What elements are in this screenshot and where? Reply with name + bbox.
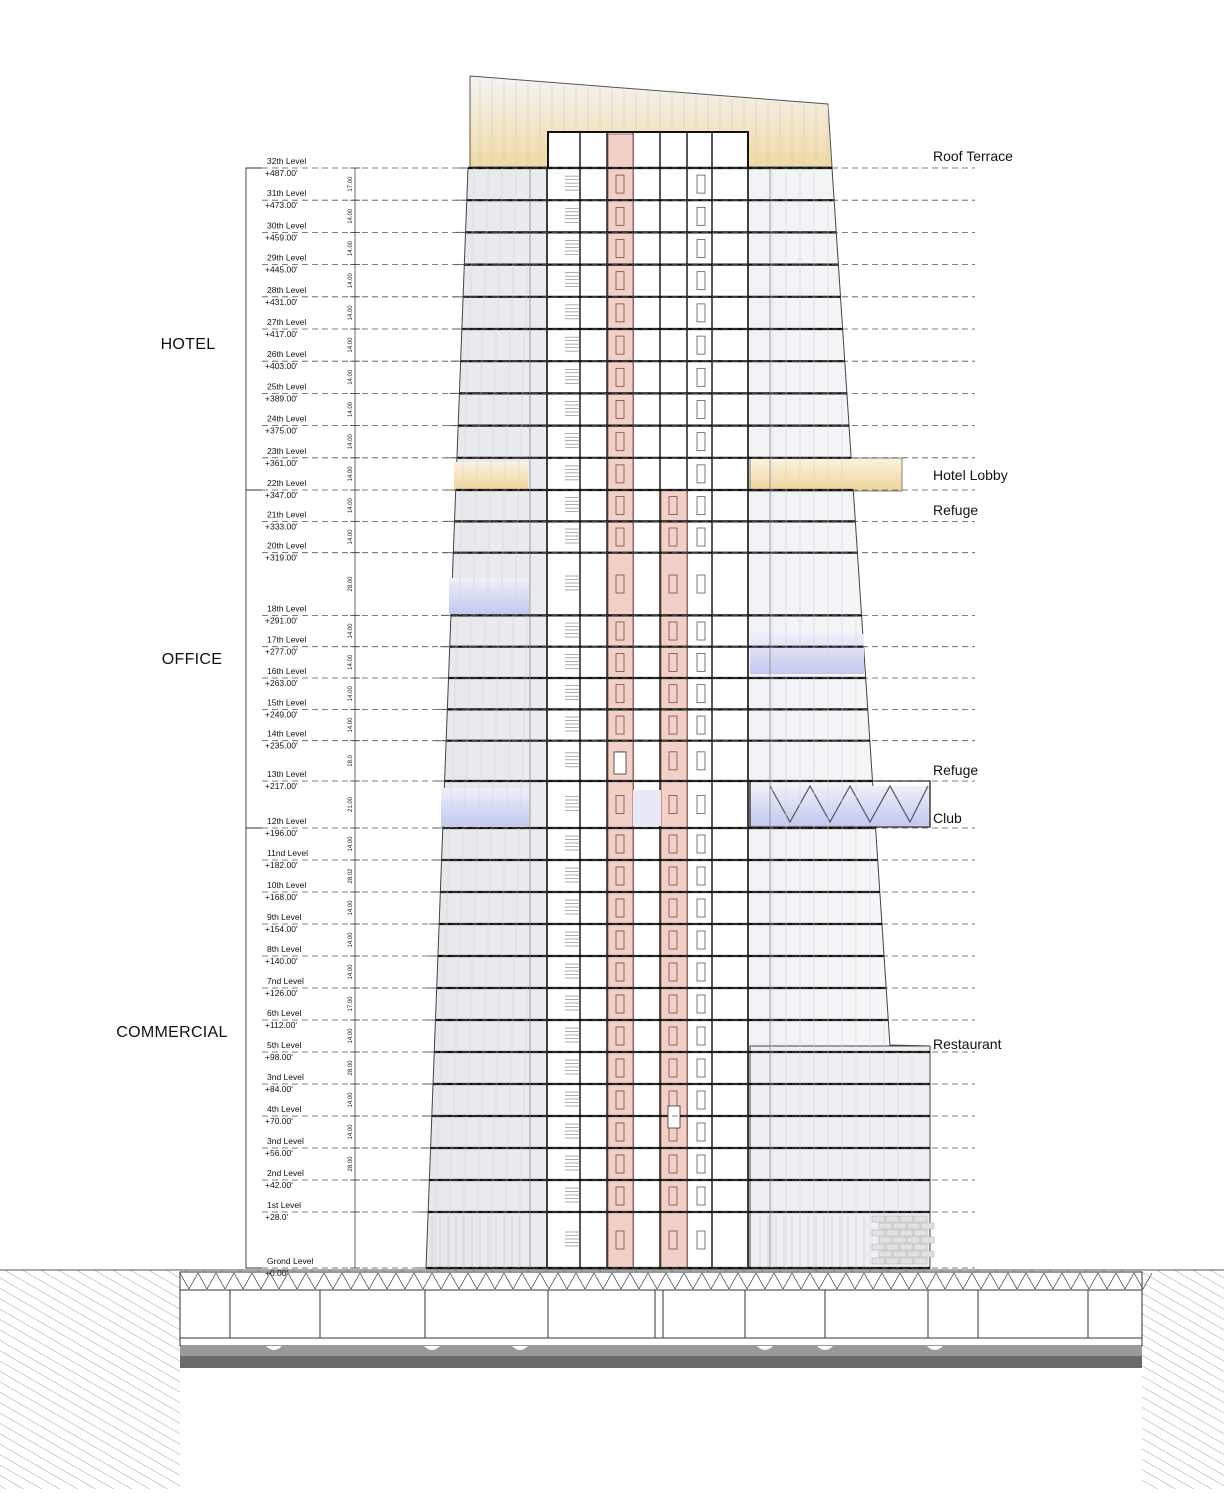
level-elevation: +277.00' — [265, 646, 298, 657]
level-elevation: +70.00' — [265, 1116, 293, 1126]
level-elevation: +459.00' — [265, 232, 298, 243]
level-name: 30th Level — [267, 220, 307, 231]
floor-height-label: 14.00 — [348, 932, 354, 948]
office-tint-1 — [449, 578, 529, 614]
level-name: 9th Level — [267, 912, 302, 922]
floor-height-label: 14.00 — [348, 208, 354, 224]
level-name: 26th Level — [267, 349, 307, 360]
level-elevation: +112.00' — [265, 1020, 297, 1030]
level-name: 2nd Level — [267, 1168, 304, 1178]
floor-height-label: 14.00 — [348, 836, 354, 852]
level-elevation: +98.00' — [265, 1052, 293, 1062]
floor-height-label: 14.00 — [348, 717, 354, 733]
floor-height-label: 17.00 — [348, 996, 354, 1012]
level-elevation: +347.00' — [265, 490, 298, 500]
level-name: 1st Level — [267, 1200, 302, 1210]
level-labels — [265, 156, 313, 1278]
callout-label: Refuge — [933, 502, 979, 518]
floor-height-label: 28.00 — [348, 576, 354, 592]
level-elevation: +375.00' — [265, 425, 298, 436]
level-elevation: +249.00' — [265, 709, 298, 720]
zone-brackets — [246, 168, 262, 1268]
level-elevation: +182.00' — [265, 860, 298, 870]
floor-height-label: 17.00 — [348, 176, 354, 192]
level-elevation: +487.00' — [265, 168, 298, 178]
level-elevation: +473.00' — [265, 200, 298, 211]
level-name: 20th Level — [267, 540, 307, 551]
floor-height-label: 14.00 — [348, 686, 354, 702]
level-elevation: +263.00' — [265, 678, 298, 689]
floor-height-dims — [348, 168, 360, 1268]
zone-labels — [116, 336, 227, 1041]
office-tint-2 — [750, 634, 864, 674]
floor-height-label: 14.00 — [348, 240, 354, 257]
level-elevation: +217.00' — [265, 780, 298, 791]
level-elevation: +291.00' — [265, 615, 298, 626]
level-elevation: +126.00' — [265, 988, 298, 998]
level-elevation: +403.00' — [265, 361, 298, 372]
level-name: 11nd Level — [267, 848, 308, 858]
level-elevation: +0.00' — [265, 1268, 289, 1278]
callout-label: Restaurant — [933, 1036, 1002, 1052]
level-name: 5th Level — [267, 1040, 302, 1050]
level-name: 16th Level — [267, 666, 307, 677]
floor-height-label: 14.00 — [348, 498, 354, 514]
floor-height-label: 14.00 — [348, 434, 354, 450]
zone-label: OFFICE — [161, 651, 223, 668]
level-name: 10th Level — [267, 880, 307, 890]
level-name: 6th Level — [267, 1008, 302, 1018]
floor-height-label: 14.00 — [348, 369, 354, 385]
level-name: 32th Level — [267, 156, 307, 166]
level-name: 24th Level — [267, 413, 307, 424]
level-elevation: +140.00' — [265, 956, 298, 966]
callout-label: Roof Terrace — [933, 148, 1013, 164]
level-name: 3nd Level — [267, 1136, 304, 1146]
level-name: 4th Level — [267, 1104, 302, 1114]
level-elevation: +28.0' — [265, 1212, 289, 1222]
callout-label: Club — [933, 810, 962, 826]
level-name: 29th Level — [267, 252, 307, 263]
floor-height-label: 28.02 — [348, 868, 354, 884]
floor-height-label: 28.00 — [348, 1060, 354, 1076]
level-name: 31th Level — [267, 188, 307, 199]
floor-height-label: 18.0 — [348, 755, 354, 767]
level-name: 3nd Level — [267, 1072, 304, 1082]
level-name: 8th Level — [267, 944, 302, 954]
level-elevation: +417.00' — [265, 329, 298, 339]
level-elevation: +445.00' — [265, 264, 298, 275]
zone-label: HOTEL — [160, 336, 216, 353]
callout-label: Hotel Lobby — [933, 467, 1008, 483]
level-elevation: +42.00' — [265, 1180, 293, 1190]
level-name: 15th Level — [267, 697, 307, 708]
level-elevation: +361.00' — [265, 457, 298, 468]
floor-height-label: 14.00 — [348, 466, 354, 482]
level-name: Grond Level — [267, 1256, 314, 1266]
tower — [416, 76, 934, 1268]
hotel-lobby-right — [750, 458, 902, 491]
level-name: 23th Level — [267, 445, 307, 456]
level-elevation: +333.00' — [265, 521, 298, 532]
level-elevation: +235.00' — [265, 740, 298, 751]
floor-height-label: 14.00 — [348, 273, 354, 289]
floor-height-label: 14.00 — [348, 900, 354, 916]
floor-height-label: 21.00 — [348, 796, 354, 813]
level-name: 22th Level — [267, 478, 307, 488]
level-elevation: +389.00' — [265, 393, 298, 404]
level-name: 14th Level — [267, 728, 307, 739]
elevator-shaft-2 — [661, 490, 687, 1268]
callout-label: Refuge — [933, 762, 979, 778]
zone-label: COMMERCIAL — [116, 1024, 228, 1041]
level-elevation: +319.00' — [265, 552, 298, 563]
level-name: 28th Level — [267, 284, 307, 295]
floor-height-label: 14.00 — [348, 529, 354, 545]
floor-height-label: 14.00 — [348, 654, 354, 670]
foundation — [180, 1272, 1152, 1368]
floor-height-label: 28.00 — [348, 1156, 354, 1172]
level-name: 18th Level — [267, 603, 307, 614]
floor-height-label: 14.00 — [348, 1092, 354, 1108]
level-elevation: +196.00' — [265, 828, 298, 838]
floor-height-label: 14.00 — [348, 401, 354, 418]
callouts — [933, 148, 1013, 1052]
level-name: 12th Level — [267, 816, 307, 826]
level-elevation: +431.00' — [265, 296, 298, 307]
level-name: 21th Level — [267, 509, 307, 520]
floor-height-label: 14.00 — [348, 623, 354, 639]
floor-height-label: 14.00 — [348, 337, 354, 353]
club-tint-right — [750, 786, 930, 826]
floor-height-label: 14.00 — [348, 305, 354, 321]
level-elevation: +168.00' — [265, 892, 298, 902]
club-tint-left — [441, 788, 529, 826]
level-elevation: +56.00' — [265, 1148, 293, 1158]
level-name: 13th Level — [267, 768, 307, 779]
level-elevation: +84.00' — [265, 1084, 293, 1094]
level-name: 7nd Level — [267, 976, 304, 986]
level-name: 25th Level — [267, 381, 307, 392]
floor-height-label: 14.00 — [348, 1028, 354, 1044]
level-name: 27th Level — [267, 317, 307, 327]
level-name: 17th Level — [267, 634, 307, 645]
level-elevation: +154.00' — [265, 924, 298, 934]
floor-height-label: 14.00 — [348, 1124, 354, 1140]
floor-height-label: 14.00 — [348, 964, 354, 980]
core-block — [547, 168, 748, 1268]
